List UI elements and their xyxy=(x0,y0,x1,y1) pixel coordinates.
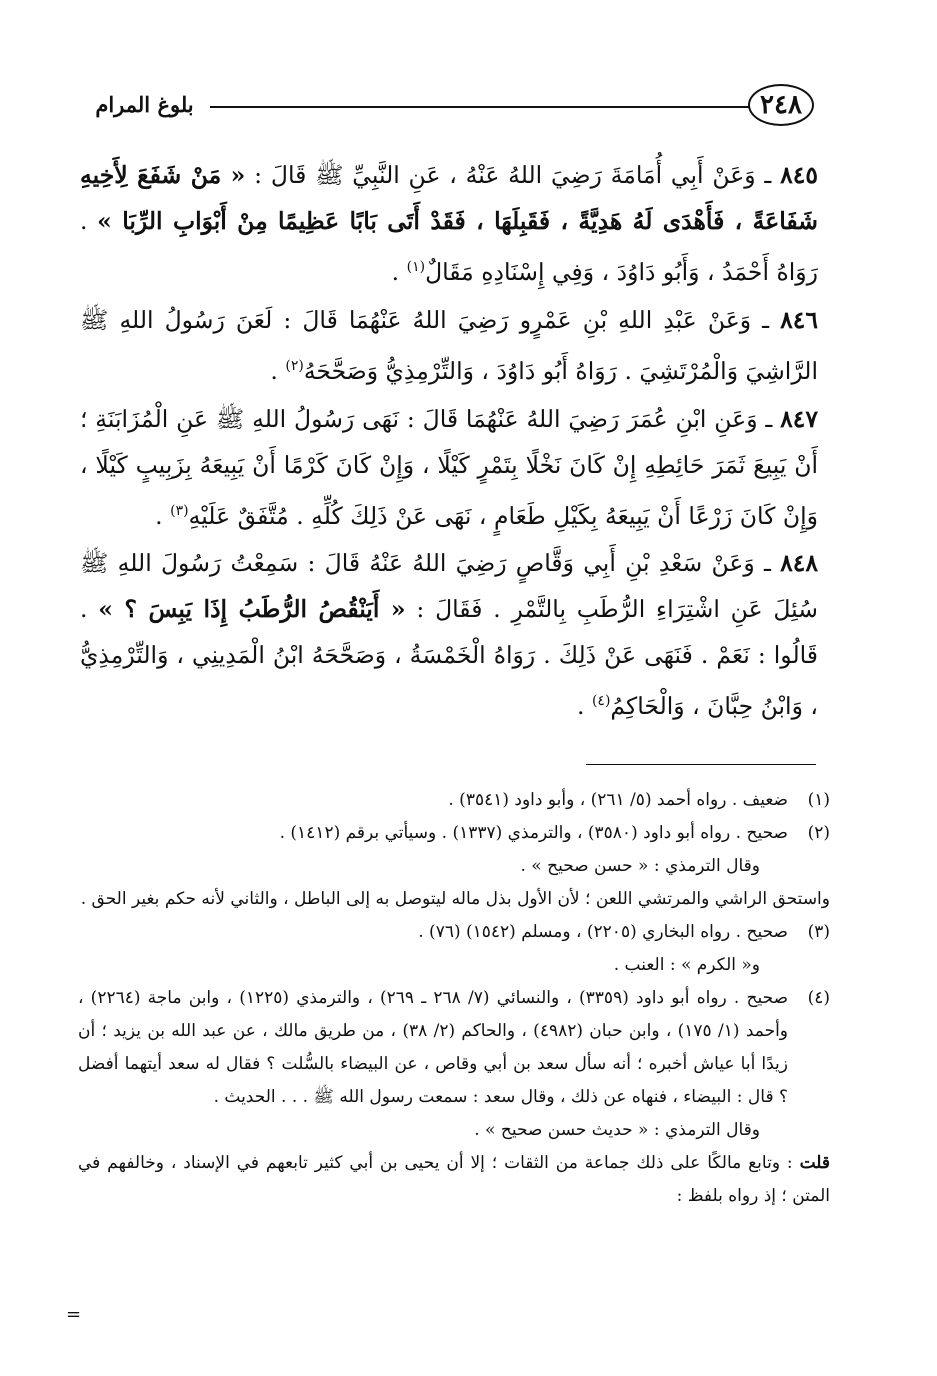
hadith-number: ٨٤٨ xyxy=(780,549,818,578)
header-rule xyxy=(210,106,750,108)
hadith-intro: ـ وَعَنْ عَبْدِ اللهِ بْنِ عَمْرٍو رَضِيَ اللهُ عَنْهُمَا قَالَ : لَعَنَ رَسُولُ اللهِ ﷺ الرَّاشِيَ وَالْمُرْتَشِيَ . رَوَاهُ أَبُو دَاوُدَ ، وَالتِّرْمِذِيُّ وَصَحَّحَهُ xyxy=(80,305,818,385)
footnotes xyxy=(78,784,830,1213)
hadith-number: ٨٤٥ xyxy=(780,161,818,189)
footnote-number: (٣) xyxy=(807,922,830,942)
footnote-ref: (٣) xyxy=(170,502,189,519)
footnote-2 xyxy=(78,817,830,850)
footnote-text: صحيح . رواه أبو داود (٣٥٨٠) ، والترمذي (١٣٣٧) . وسيأتي برقم (١٤١٢) . xyxy=(279,823,788,843)
hadith-846 xyxy=(80,297,818,394)
footnote-2-note: واستحق الراشي والمرتشي اللعن ؛ لأن الأول بذل ماله ليتوصل به إلى الباطل ، والثاني لأنه حكم بغير الحق . xyxy=(80,889,830,909)
hadith-intro: ـ وَعَنْ أَبِي أُمَامَةَ رَضِيَ اللهُ عَنْهُ ، عَنِ النَّبِيِّ ﷺ قَالَ : xyxy=(254,161,772,189)
footnote-text: صحيح . رواه البخاري (٢٢٠٥) ، ومسلم (١٥٤٢) (٧٦) . xyxy=(418,922,788,942)
footnote-number: (٢) xyxy=(807,823,830,843)
footnote-text: ضعيف . رواه أحمد (٥/ ٢٦١) ، وأبو داود (٣٥٤١) . xyxy=(448,790,788,810)
footnote-3-note: و« الكرم » : العنب . xyxy=(613,955,760,975)
hadith-848 xyxy=(80,540,818,729)
footnote-ref: (٤) xyxy=(591,693,611,710)
footnote-ref: (٢) xyxy=(285,357,304,374)
page-number: ٢٤٨ xyxy=(748,84,814,126)
hadith-number: ٨٤٧ xyxy=(780,404,818,433)
hadith-end: . xyxy=(391,257,400,286)
hadith-rest: . رَوَاهُ أَحْمَدُ ، وَأَبُو دَاوُدَ ، وَفِي إِسْنَادِهِ مَقَالٌ xyxy=(80,207,818,286)
hadith-rest: . قَالُوا : نَعَمْ . فَنَهَى عَنْ ذَلِكَ . رَوَاهُ الْخَمْسَةُ ، وَصَحَّحَهُ ابْنُ الْمَدِينِي ، وَالتِّرْمِذِيُّ ، وَابْنُ حِبَّانَ ، وَالْحَاكِمُ xyxy=(80,595,818,721)
hadith-intro: ـ وَعَنِ ابْنِ عُمَرَ رَضِيَ اللهُ عَنْهُمَا قَالَ : نَهَى رَسُولُ اللهِ ﷺ عَنِ الْمُزَابَنَةِ ؛ أَنْ يَبِيعَ ثَمَرَ حَائِطِهِ إِنْ كَانَ نَخْلًا بِتَمْرٍ كَيْلًا ، وَإِنْ كَانَ كَرْمًا أَنْ يَبِيعَهُ بِزَبِيبٍ كَيْلًا ، وَإِنْ كَانَ زَرْعًا أَنْ يَبِيعَهُ بِكَيْلِ طَعَامٍ ، نَهَى عَنْ ذَلِكَ كُلِّهِ . مُتَّفَقٌ عَلَيْهِ xyxy=(80,404,818,530)
continuation-mark: = xyxy=(66,1304,82,1325)
footnote-2-tirmidhi: وقال الترمذي : « حسن صحيح » . xyxy=(520,856,760,876)
footnote-1 xyxy=(78,784,830,817)
footnote-ref: (١) xyxy=(406,259,426,275)
footnote-number: (٤) xyxy=(807,988,830,1008)
footnote-4 xyxy=(78,982,830,1114)
footnote-text: صحيح . رواه أبو داود (٣٣٥٩) ، والنسائي (٧/ ٢٦٨ ـ ٢٦٩) ، والترمذي (١٢٢٥) ، وابن ماجة (٢٢٦٤) ، وأحمد (١/ ١٧٥) ، وابن حبان (٤٩٨٢) ، والحاكم (٢/ ٣٨) ، من طريق مالك ، عن عبد الله بن يزيد ؛ أن زيدًا أبا عياش أخبره ؛ أنه سأل سعد بن أبي وقاص ، عن البيضاء بالسُّلت ؟ فقال له سعد أيتهما أفضل ؟ قال : البيضاء ، فنهاه عن ذلك ، وقال سعد : سمعت رسول الله ﷺ . . . الحديث . xyxy=(78,988,789,1107)
footnote-4-qult xyxy=(78,1147,830,1213)
hadith-end: . xyxy=(270,356,278,385)
qult-text: : وتابع مالكًا على ذلك جماعة من الثقات ؛ إلا أن يحيى بن أبي كثير تابعهم في الإسناد ، وخالفهم في المتن ؛ إذ رواه بلفظ : xyxy=(78,1153,830,1206)
book-title: بلوغ المرام xyxy=(95,92,194,117)
hadith-number: ٨٤٦ xyxy=(780,305,818,334)
hadith-845 xyxy=(80,152,818,295)
qult-label: قلت xyxy=(799,1153,831,1173)
footnote-separator xyxy=(586,764,816,765)
footnote-number: (١) xyxy=(807,790,830,810)
main-text xyxy=(80,152,818,731)
hadith-end: . xyxy=(576,692,585,721)
hadith-end: . xyxy=(155,501,163,530)
hadith-quote: « مَنْ شَفَعَ لِأَخِيهِ شَفَاعَةً ، فَأَهْدَى لَهُ هَدِيَّةً ، فَقَبِلَهَا ، فَقَدْ أَتَى بَابًا عَظِيمًا مِنْ أَبْوَابِ الرِّبَا » xyxy=(80,161,818,235)
hadith-847 xyxy=(80,396,818,539)
footnote-3 xyxy=(78,916,830,949)
footnote-4-tirmidhi: وقال الترمذي : « حديث حسن صحيح » . xyxy=(474,1120,760,1140)
hadith-intro: ـ وَعَنْ سَعْدِ بْنِ أَبِي وَقَّاصٍ رَضِيَ اللهُ عَنْهُ قَالَ : سَمِعْتُ رَسُولَ اللهِ ﷺ سُئِلَ عَنِ اشْتِرَاءِ الرُّطَبِ بِالتَّمْرِ . فَقَالَ : xyxy=(80,549,818,624)
hadith-quote: « أَيَنْقُصُ الرُّطَبُ إِذَا يَبِسَ ؟ » xyxy=(98,595,406,624)
